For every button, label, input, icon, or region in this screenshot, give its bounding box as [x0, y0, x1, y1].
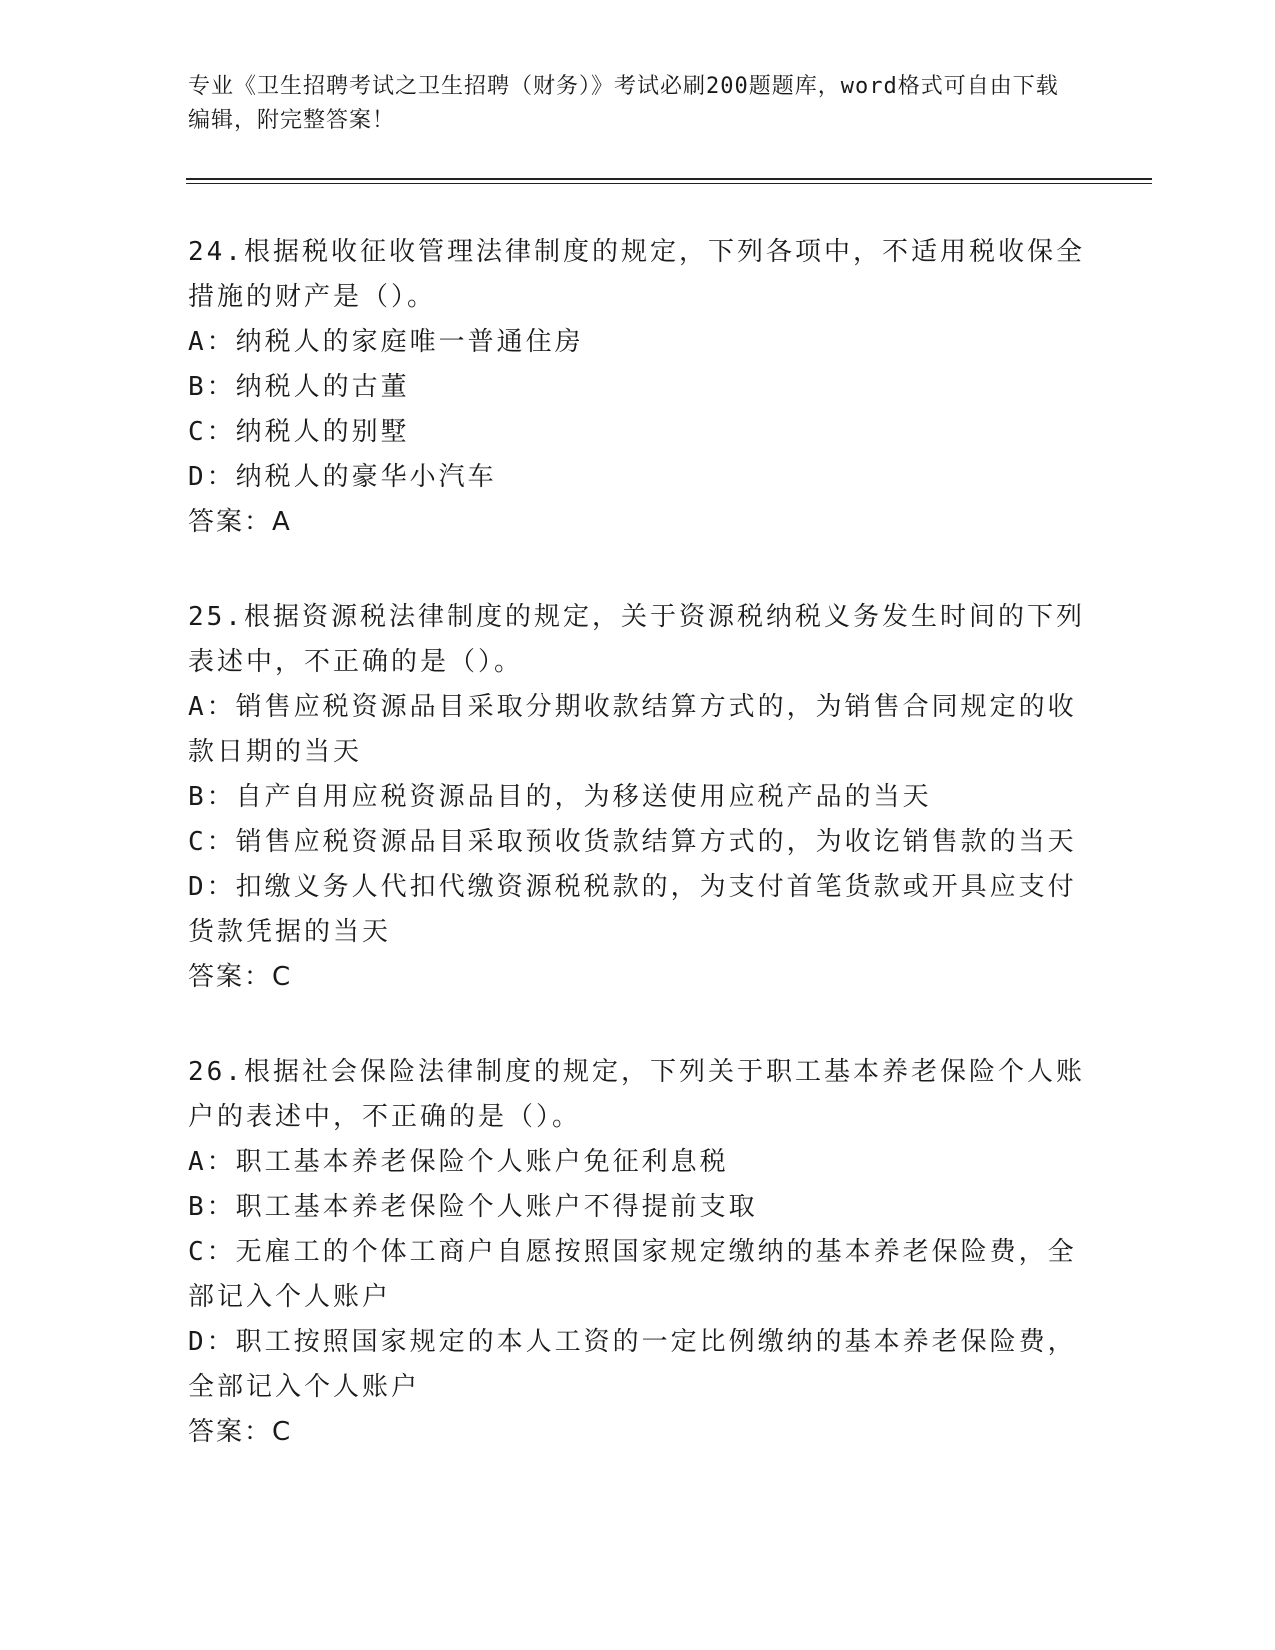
option-c: C：无雇工的个体工商户自愿按照国家规定缴纳的基本养老保险费，全部记入个人账户	[188, 1237, 1077, 1312]
question-26	[188, 1050, 1088, 1455]
option-d: D：纳税人的豪华小汽车	[188, 462, 497, 492]
question-list	[188, 230, 1088, 1505]
option-d: D：职工按照国家规定的本人工资的一定比例缴纳的基本养老保险费，全部记入个人账户	[188, 1327, 1077, 1402]
option-b: B：自产自用应税资源品目的，为移送使用应税产品的当天	[188, 782, 932, 812]
option-a: A：纳税人的家庭唯一普通住房	[188, 327, 584, 357]
option-a: A：销售应税资源品目采取分期收款结算方式的，为销售合同规定的收款日期的当天	[188, 692, 1077, 767]
question-stem: 26.根据社会保险法律制度的规定，下列关于职工基本养老保险个人账户的表述中，不正确的是（）。	[188, 1057, 1085, 1132]
header-intro-text: 专业《卫生招聘考试之卫生招聘（财务）》考试必刷200题题库，word格式可自由下载编辑，附完整答案！	[188, 74, 1059, 133]
option-b: B：纳税人的古董	[188, 372, 410, 402]
question-25	[188, 595, 1088, 1000]
header-divider	[186, 178, 1152, 184]
answer-label: 答案：A	[188, 507, 292, 537]
option-b: B：职工基本养老保险个人账户不得提前支取	[188, 1192, 758, 1222]
option-a: A：职工基本养老保险个人账户免征利息税	[188, 1147, 729, 1177]
option-c: C：销售应税资源品目采取预收货款结算方式的，为收讫销售款的当天	[188, 827, 1077, 857]
option-d: D：扣缴义务人代扣代缴资源税税款的，为支付首笔货款或开具应支付货款凭据的当天	[188, 872, 1077, 947]
question-stem: 24.根据税收征收管理法律制度的规定，下列各项中，不适用税收保全措施的财产是（）。	[188, 237, 1085, 312]
question-stem: 25.根据资源税法律制度的规定，关于资源税纳税义务发生时间的下列表述中，不正确的是（）。	[188, 602, 1085, 677]
answer-label: 答案：C	[188, 962, 293, 992]
question-24	[188, 230, 1088, 545]
answer-label: 答案：C	[188, 1417, 293, 1447]
option-c: C：纳税人的别墅	[188, 417, 410, 447]
document-header	[188, 70, 1068, 138]
